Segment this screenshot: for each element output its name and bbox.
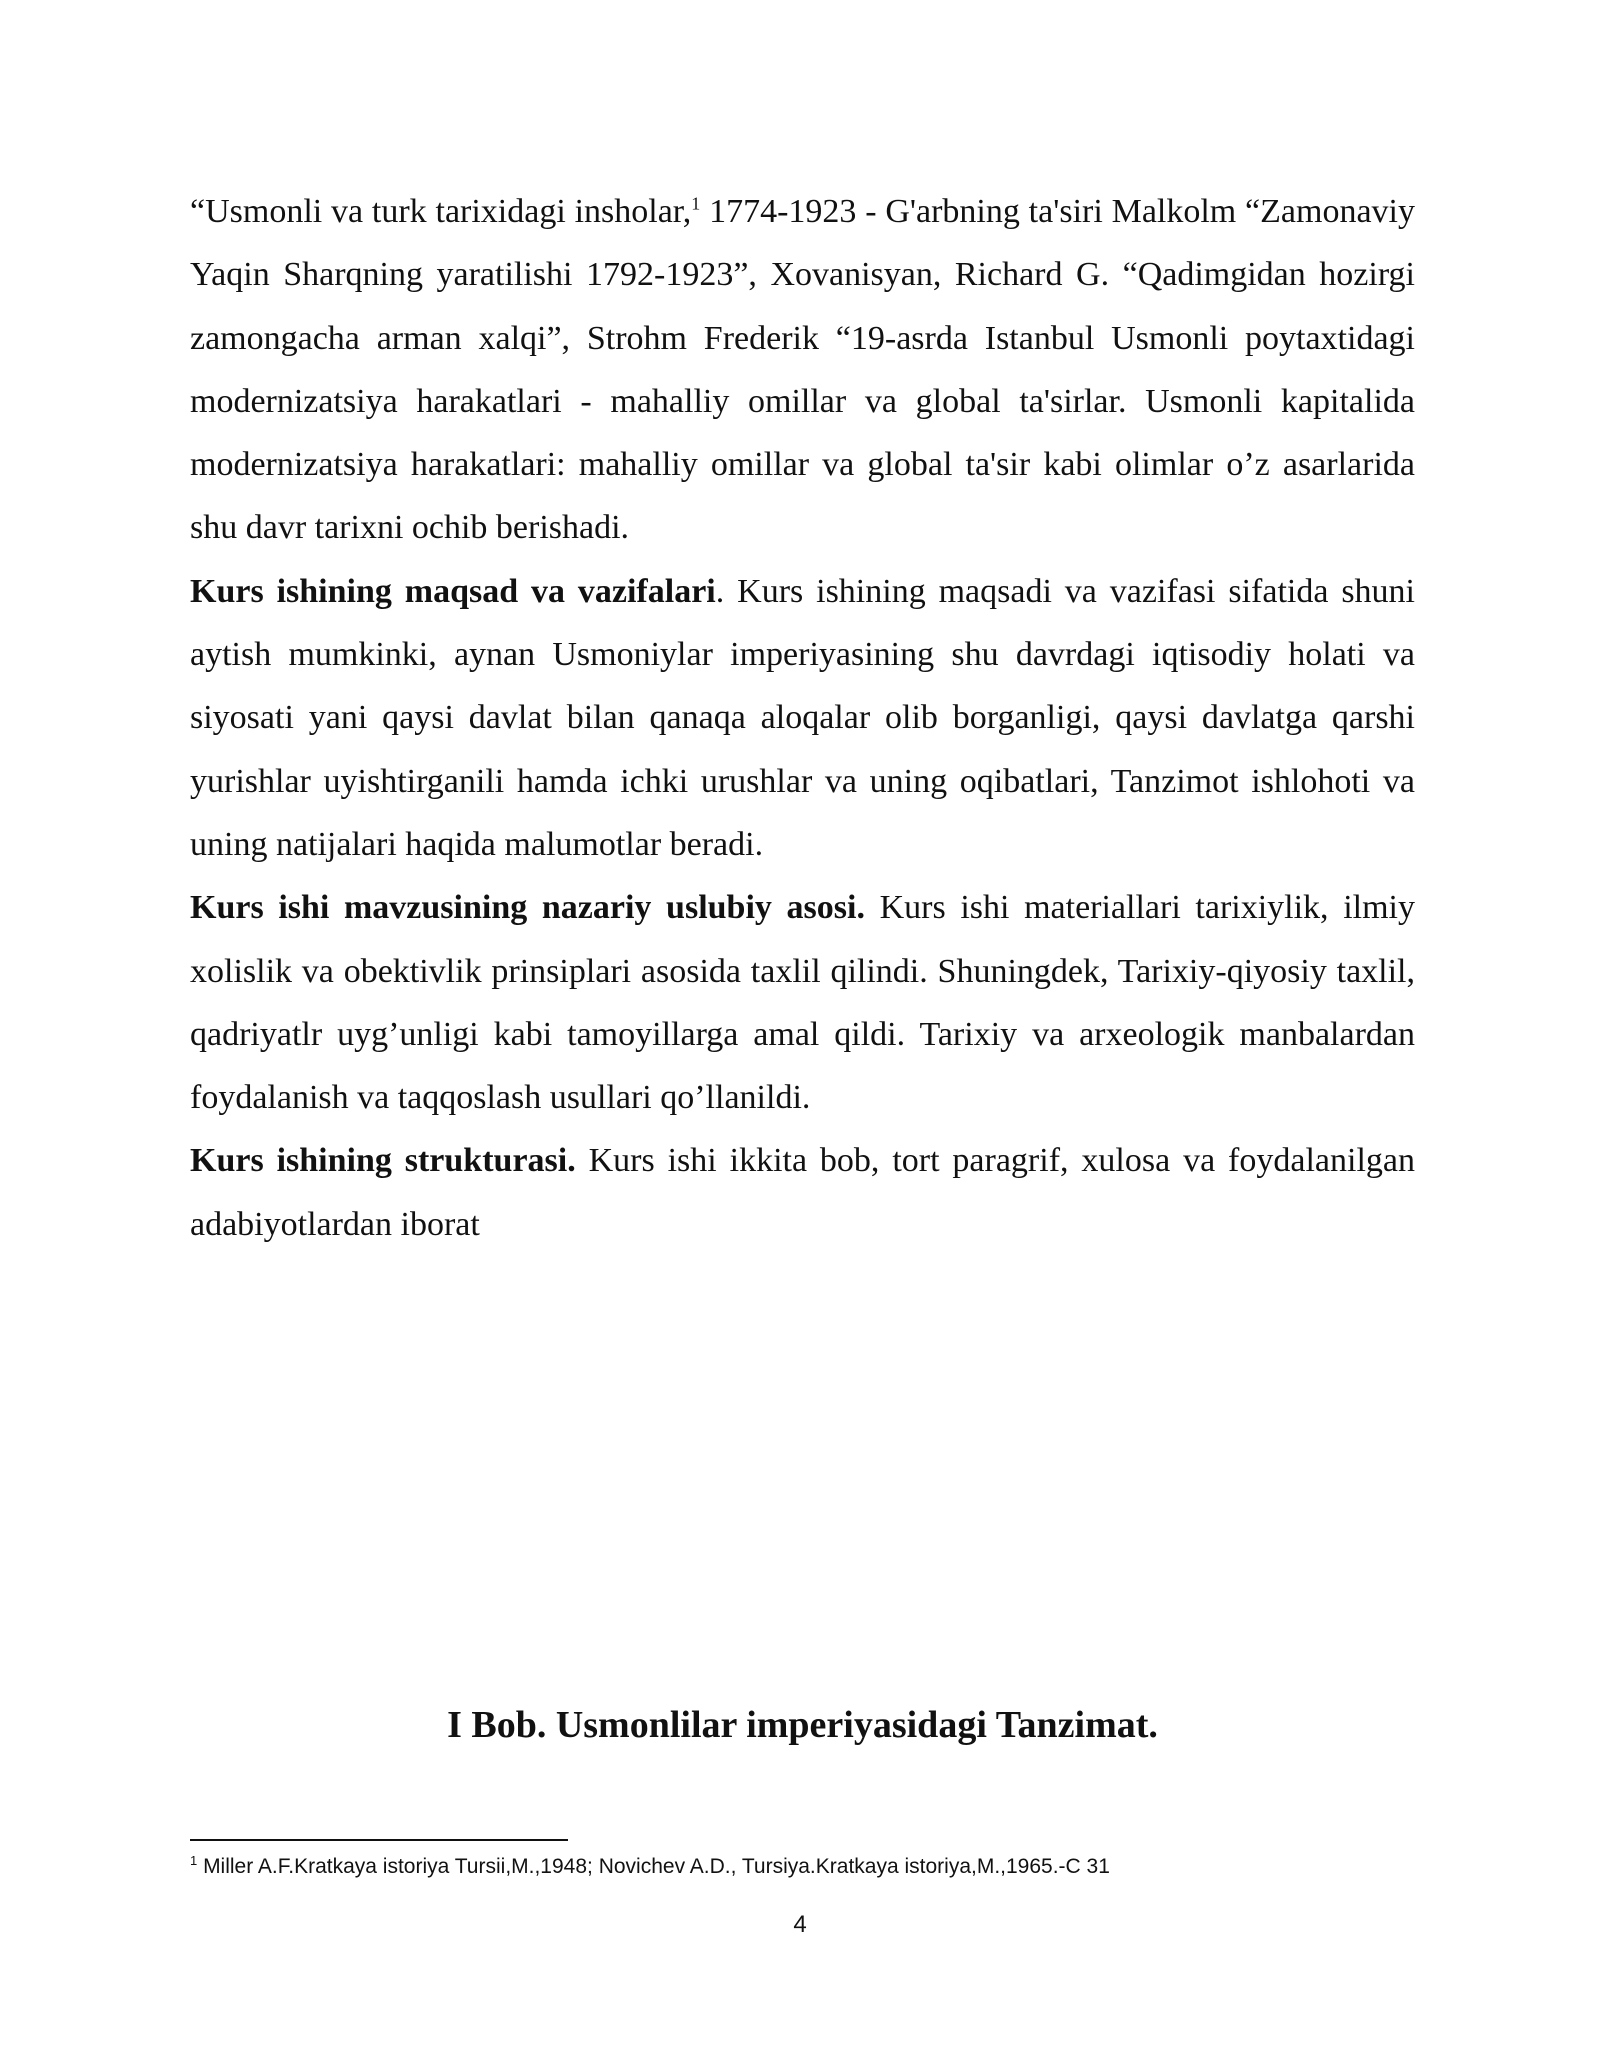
footnote-separator xyxy=(190,1839,568,1841)
chapter-title: I Bob. Usmonlilar imperiyasidagi Tanzimat. xyxy=(447,1704,1158,1746)
goals-heading: Kurs ishining maqsad va vazifalari xyxy=(190,572,716,610)
structure-paragraph xyxy=(190,1129,1415,1256)
page-number: 4 xyxy=(793,1911,807,1938)
goals-text: . Kurs ishining maqsadi va vazifasi sifatida shuni aytish mumkinki, aynan Usmoniylar imperiyasining shu davrdagi iqtisodiy holati va siyosati yani qaysi davlat bilan qanaqa aloqalar olib borganligi, qaysi davlatga qarshi yurishlar uyishtirganili hamda ichki urushlar va uning oqibatlari, Tanzimot ishlohoti va uning natijalari haqida malumotlar beradi. xyxy=(190,572,1415,863)
body-text xyxy=(190,180,1415,1256)
structure-text: Kurs ishi ikkita bob, tort paragrif, xulosa va foydalanilgan adabiyotlardan iborat xyxy=(190,1142,1415,1243)
footnote-reference[interactable]: 1 xyxy=(691,193,701,214)
footnote-mark: 1 xyxy=(190,1853,198,1868)
methodology-text: Kurs ishi materiallari tarixiylik, ilmiy xolislik va obektivlik prinsiplari asosida taxlil qilindi. Shuningdek, Tarixiy-qiyosiy taxlil, qadriyatlr uyg’unligi kabi tamoyillarga amal qildi. Tarixiy va arxeologik manbalardan foydalanish va taqqoslash usullari qo’llanildi. xyxy=(190,889,1415,1117)
footnote-text: Miller A.F.Kratkaya istoriya Tursii,M.,1948; Novichev A.D., Tursiya.Kratkaya istoriya,M.,1965.-C 31 xyxy=(197,1855,1110,1878)
methodology-paragraph xyxy=(190,876,1415,1129)
intro-text-part2: 1774-1923 - G'arbning ta'siri Malkolm “Zamonaviy Yaqin Sharqning yaratilishi 1792-1923”, Xovanisyan, Richard G. “Qadimgidan hozirgi zamongacha arman xalqi”, Strohm Frederik “19-asrda Istanbul Usmonli poytaxtidagi modernizatsiya harakatlari - mahalliy omillar va global ta'sirlar. Usmonli kapitalida modernizatsiya harakatlari: mahalliy omillar va global ta'sir kabi olimlar o’z asarlarida shu davr tarixni ochib berishadi. xyxy=(190,193,1415,547)
structure-heading: Kurs ishining strukturasi. xyxy=(190,1142,576,1180)
goals-paragraph xyxy=(190,560,1415,876)
intro-text-part1: “Usmonli va turk tarixidagi insholar, xyxy=(190,193,692,230)
footnote xyxy=(190,1852,1415,1882)
methodology-heading: Kurs ishi mavzusining nazariy uslubiy asosi. xyxy=(190,889,865,927)
intro-paragraph xyxy=(190,180,1415,560)
